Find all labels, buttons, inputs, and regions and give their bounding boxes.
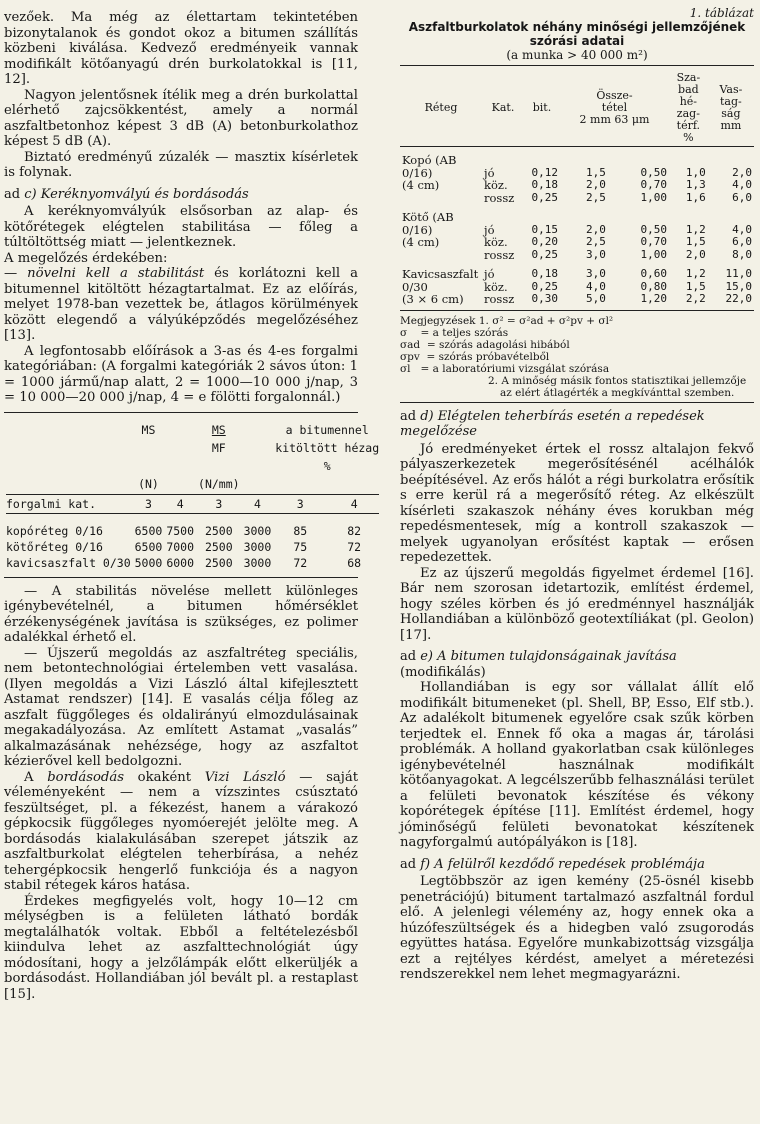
table-row: (4 cm) köz. 0,18 2,0 0,70 1,3 4,0 bbox=[402, 178, 752, 192]
cell: 3000 bbox=[243, 523, 272, 538]
table-top-rule bbox=[400, 65, 754, 66]
paragraph: Hollandiában is egy sor vállalat állít elő modifikált bitumeneket (pl. Shell, BP, Esso, Elf stb.). Az adalékolt bitumenek egyelőre csak szűk körben terjedtek el. Ennek fő oka a magas ár, tárolási problémák. A holland gyakorlatban csak különleges igénybevételnél használnak modifikált kötőanyagokat. A legcélszerűbb felhasználási terület a felületi bevonatok készítése és vékony kopórétegek építése [11]. Említést érdemel, hogy jóminőségű felületi bevonatokat készítenek nagyforgalmú autópályákon is [18]. bbox=[400, 680, 754, 850]
row-label: kavicsaszfalt 0/30 bbox=[6, 555, 131, 570]
col-header-kat: Kat. bbox=[491, 101, 515, 114]
cat-cell: 3 bbox=[215, 496, 223, 511]
paragraph: A keréknyomvályúk elsősorban az alap- és kötőrétegek elégtelen stabilitása — főleg a túltöltöttség miatt — jelentkeznek. bbox=[4, 204, 358, 250]
col-header-void: kitöltött hézag bbox=[275, 440, 380, 455]
col-header-ms-mf: MS bbox=[211, 422, 226, 437]
table-row: Kopó (AB bbox=[402, 153, 457, 167]
section-heading-d bbox=[400, 409, 754, 440]
heading-tail: (modifikálás) bbox=[400, 664, 486, 680]
paragraph: A legfontosabb előírások a 3-as és 4-es forgalmi kategóriában: (A forgalmi kategóriák 2 sávos úton: 1 = 1000 jármű/nap alatt, 2 = 1000—10 000 j/nap, 3 = 10 000—20 000 j/nap, 4 = e fölötti forgalonnál.) bbox=[4, 343, 358, 405]
cell: 72 bbox=[347, 539, 362, 554]
note-line: σad = szórás adagolási hibából bbox=[400, 338, 570, 351]
cell: 6000 bbox=[166, 555, 195, 570]
paragraph bbox=[4, 266, 358, 344]
paragraph: Érdekes megfigyelés volt, hogy 10—12 cm mélységben is a felületen látható bordák megtalálhatók voltak. Ebből a feltételezésből kiindulva lehet az aszfalttechnológiát úgy módosítani, hogy a jelzőlámpák előtt elkerüljék a bordásodást. Hollandiában jól bevált pl. a restaplast [15]. bbox=[4, 893, 358, 1002]
heading-text: c) Keréknyomvályú és bordásodás bbox=[24, 186, 249, 202]
text: és korlátozni kell a bitumennel kitöltött hézagtartalmat. Ez az előírás, melyet 1978-ban vezettek be, átlagos körülmények között elegendő a vályúképződés megelőzéséhez [13]. bbox=[4, 266, 358, 343]
note-line: Megjegyzések 1. σ² = σ²ad + σ²pv + σl² bbox=[400, 314, 614, 327]
cell: 7500 bbox=[166, 523, 195, 538]
cat-cell: 4 bbox=[253, 496, 261, 511]
cat-cell: 3 bbox=[145, 496, 152, 511]
table-row: 0/16) jó 0,12 1,5 0,50 1,0 2,0 bbox=[402, 165, 752, 180]
table-row: (3 × 6 cm) rossz 0,30 5,0 1,20 2,2 22,0 bbox=[402, 292, 752, 306]
table-row: (4 cm) köz. 0,20 2,5 0,70 1,5 6,0 bbox=[402, 235, 752, 249]
notes-rule bbox=[400, 402, 754, 403]
heading-prefix: ad bbox=[400, 856, 417, 872]
table-row: 0/16) jó 0,15 2,0 0,50 1,2 4,0 bbox=[402, 222, 752, 237]
table-top-rule bbox=[4, 412, 358, 413]
cell: 68 bbox=[347, 555, 362, 570]
paragraph: Legtöbbször az igen kemény (25-ösnél kisebb penetrációjú) bitument tartalmazó aszfaltnál fordul elő. A jelenlegi vélemény az, hogy ennek oka a húzófeszültségek és a hidegben való zsugorodás együttes hatása. Egyelőre munkabizottság vizsgálja ezt a rejtélyes kérdést, amelyet a méretezési rendszerekkel nem lehet megmagyarázni. bbox=[400, 874, 754, 982]
paragraph: Ez az újszerű megoldás figyelmet érdemel [16]. Bár nem szorosan idetartozik, említést érdemel, hogy széles körben és jó eredménnyel használják Hollandiában a különböző geotextíliákat (pl. Geolon) [17]. bbox=[400, 565, 754, 643]
cell: 72 bbox=[293, 555, 308, 570]
table-row: 0/30 köz. 0,25 4,0 0,80 1,5 15,0 bbox=[402, 279, 752, 294]
section-heading-f bbox=[400, 857, 754, 873]
heading-text: e) A bitumen tulajdonságainak javítása bbox=[420, 649, 677, 664]
cell: 6500 bbox=[134, 539, 163, 554]
paragraph: Nagyon jelentősnek ítélik meg a drén burkolattal elérhető zajcsökkentést, amely a normál aszfaltbetonhoz képest 3 dB (A) betonburkolathoz képest 5 dB (A). bbox=[4, 87, 358, 149]
emphasis: bordásodás bbox=[47, 769, 124, 785]
cell: 2500 bbox=[204, 539, 233, 554]
note-line: σ = a teljes szórás bbox=[400, 326, 509, 339]
cat-cell: 4 bbox=[350, 496, 358, 511]
text: okaként bbox=[123, 769, 205, 785]
cell: 7000 bbox=[166, 539, 195, 554]
col-header-ms: MS bbox=[141, 422, 156, 437]
cell: 5000 bbox=[134, 555, 163, 570]
row-label: kötőréteg 0/16 bbox=[6, 539, 103, 554]
cell: 3000 bbox=[243, 539, 272, 554]
paragraph: — Újszerű megoldás az aszfaltréteg speciális, nem betontechnológiai értelemben vett vasalása. (Ilyen megoldás a Vizi László által kifejlesztett Astamat rendszer) [14]. E vasalás célja főleg az aszfalt függőleges és oldalirányú elmozdulásainak megakadályozása. Az említett Astamat „vasalás” alkalmazásának nehézsége, hogy az aszfaltot kézierővel kell bedolgozni. bbox=[4, 645, 358, 769]
emphasis: Vizi László bbox=[204, 769, 286, 785]
paragraph: Biztató eredményű zúzalék — masztix kísérletek is folynak. bbox=[4, 149, 358, 180]
table-notes bbox=[400, 315, 754, 399]
asphalt-table bbox=[400, 70, 754, 306]
cat-label: forgalmi kat. bbox=[6, 496, 97, 511]
note-line: σpv = szórás próbavételből bbox=[400, 350, 550, 363]
table-title: szórási adatai bbox=[529, 34, 625, 48]
cell: 75 bbox=[293, 539, 308, 554]
paragraph: — A stabilitás növelése mellett különleges igénybevételnél, a bitumen hőmérséklet érzékenységének javítása is szükséges, ez polimer adalékkal érhető el. bbox=[4, 583, 358, 645]
paragraph: vezőek. Ma még az élettartam tekintetében bizonytalanok és gondot okoz a bitumen szállítás közbeni kiválása. Kedvező eredményeik vannak modifikált kötőanyagú drén burkolatokkal is [11, 12]. bbox=[4, 10, 358, 87]
paragraph bbox=[4, 770, 358, 894]
unit-nmm: (N/mm) bbox=[198, 476, 240, 491]
left-column bbox=[0, 0, 380, 1002]
cell: 2500 bbox=[204, 523, 233, 538]
note-line: σl = a laboratóriumi vizsgálat szórása bbox=[400, 362, 610, 375]
cell: 3000 bbox=[243, 555, 272, 570]
cell: 82 bbox=[347, 523, 362, 538]
section-heading-c bbox=[4, 187, 358, 203]
col-header-vastagsag: Vas- tag- ság mm bbox=[719, 83, 743, 132]
text: A bbox=[24, 769, 48, 785]
col-header-mf: MF bbox=[211, 440, 226, 455]
table-row bbox=[4, 555, 381, 571]
row-label: kopóréteg 0/16 bbox=[6, 523, 103, 538]
emphasis: — növelni kell a stabilitást bbox=[4, 266, 205, 281]
heading-text: f) A felülről kezdődő repedések problémája bbox=[420, 856, 705, 872]
table-bottom-rule bbox=[400, 310, 754, 311]
cell: 85 bbox=[293, 523, 308, 538]
paragraph: Jó eredményeket értek el rossz altalajon fekvő pályaszerkezetek megerősítésénél acélhálók beépítésével. Az erős hálót a régi burkolatra erősítik s erre kerül rá a megerősítő réteg. Az elkészült kísérleti szakaszok néhány éves korukban még repedésmentesek, míg a kontroll szakaszok — melyek ugyanolyan erősítést kaptak — erősen repedezettek. bbox=[400, 441, 754, 565]
section-heading-e bbox=[400, 649, 754, 680]
table-number: 1. táblázat bbox=[689, 6, 754, 20]
col-header-osszetetel: Össze- tétel 2 mm 63 μm bbox=[579, 89, 650, 126]
table-row bbox=[4, 523, 381, 539]
col-header-szabad: Sza- bad hé- zag- térf. % bbox=[676, 71, 701, 144]
table-row: Kavicsaszfalt jó 0,18 3,0 0,60 1,2 11,0 bbox=[402, 267, 752, 281]
heading-prefix: ad bbox=[4, 186, 21, 202]
cat-cell: 4 bbox=[176, 496, 184, 511]
table-subtitle: (a munka > 40 000 m²) bbox=[506, 48, 648, 62]
paragraph: A megelőzés érdekében: bbox=[4, 250, 168, 266]
heading-text: d) Elégtelen teherbírás esetén a repedések megelőzése bbox=[400, 408, 705, 439]
table-title: Aszfaltburkolatok néhány minőségi jellemzőjének bbox=[408, 20, 746, 34]
cell: 6500 bbox=[134, 523, 163, 538]
table-row: Kötő (AB bbox=[402, 210, 454, 224]
heading-prefix: ad bbox=[400, 649, 417, 664]
col-header-percent: % bbox=[323, 458, 331, 473]
heading-prefix: ad bbox=[400, 408, 417, 424]
unit-n: (N) bbox=[138, 476, 159, 491]
cat-cell: 3 bbox=[296, 496, 304, 511]
col-header-reteg: Réteg bbox=[424, 101, 458, 114]
col-header-bit: bit. bbox=[532, 101, 552, 114]
table-row: rossz 0,25 3,0 1,00 2,0 8,0 bbox=[484, 247, 752, 262]
table-row: rossz 0,25 2,5 1,00 1,6 6,0 bbox=[484, 190, 752, 205]
right-column bbox=[396, 0, 760, 983]
table-row bbox=[4, 539, 381, 555]
cell: 2500 bbox=[204, 555, 233, 570]
text: — saját véleményeként — nem a vízszintes csúsztató feszültséget, pl. a fékezést, hanem a várakozó gépkocsik függőleges nyomóerejét jelölte meg. A bordásodás kialakulásában szerepet játszik az aszfaltburkolat elégtelen teherbírása, a nehéz tehergépkocsik hengerlő funkciója és a nagyon stabil rétegek káros hatása. bbox=[4, 769, 359, 893]
stability-table bbox=[4, 421, 381, 571]
col-header-bitumen: a bitumennel bbox=[285, 422, 369, 437]
note-line: 2. A minőség másik fontos statisztikai jellemzője az elért átlagérték a megkívánttal szemben. bbox=[488, 374, 747, 399]
